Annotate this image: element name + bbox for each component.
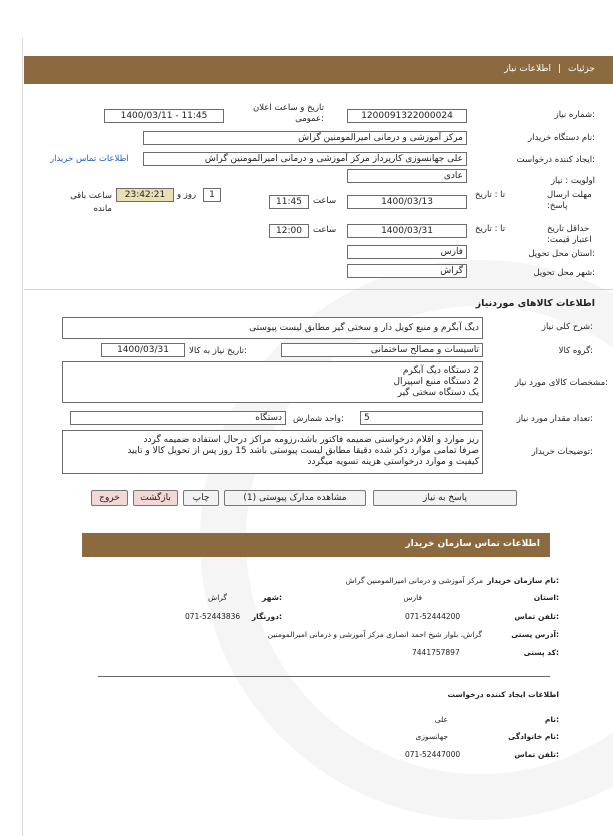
specs-label: مشخصات کالای مورد نیاز:: [514, 378, 608, 388]
price-date-field: 1400/03/31: [347, 224, 467, 238]
attachments-button[interactable]: مشاهده مدارک پیوستی (1): [224, 490, 366, 506]
print-button[interactable]: چاپ: [183, 490, 219, 506]
summary-field: دیگ آبگرم و منبع کویل دار و سختی گیر مطابق لیست پیوستی: [62, 317, 483, 339]
reply-until-label: تا : تاریخ: [475, 190, 506, 200]
contact-fax-value: 071-52443836: [185, 612, 241, 621]
need-date-field: 1400/03/31: [101, 343, 185, 357]
price-until-label: تا : تاریخ: [475, 224, 506, 234]
buyer-contact-link[interactable]: اطلاعات تماس خریدار: [50, 154, 129, 164]
exit-button[interactable]: خروج: [91, 490, 128, 506]
remaining-time-field: 23:42:21: [116, 188, 174, 202]
goods-group-label: گروه کالا:: [558, 346, 593, 356]
buyer-notes-label: توضیحات خریدار:: [531, 447, 593, 457]
notes-line-3: کیفیت و موارد درخواستی هزینه تسویه میگردد: [307, 457, 479, 467]
days-remaining-field: 1: [203, 188, 221, 202]
contact-province-value: فارس: [403, 593, 422, 602]
reply-date-field: 1400/03/13: [347, 195, 467, 209]
province-field: فارس: [347, 245, 467, 259]
price-validity-label: حداقل تاریخ اعتبار قیمت:: [547, 224, 592, 245]
reply-deadline-label: مهلت ارسال پاسخ:: [547, 190, 592, 211]
requester-label: ایجاد کننده درخواست:: [516, 155, 595, 165]
days-label: روز و: [177, 190, 197, 200]
contact-province-label: استان:: [533, 593, 559, 602]
buyer-notes-field: [62, 430, 483, 474]
need-number-label: شماره نیاز:: [554, 110, 595, 120]
priority-label: اولویت : نیاز: [550, 176, 595, 186]
breadcrumb-need-info[interactable]: اطلاعات نیاز: [504, 64, 551, 74]
price-time-field: 12:00: [269, 224, 309, 238]
goods-section-title: اطلاعات کالاهای موردنیاز: [475, 298, 595, 309]
creator-name-label: نام:: [544, 715, 559, 724]
specs-line-3: یک دستگاه سختی گیر: [397, 388, 479, 398]
announce-field: 1400/03/11 - 11:45: [104, 109, 224, 123]
price-time-label: ساعت: [313, 225, 337, 235]
breadcrumb-separator: |: [557, 64, 561, 74]
contact-divider: [98, 676, 550, 677]
notes-line-2: صرفا تمامی موارد ذکر شده دقیقا مطابق لیست پیوستی باشد 15 روز پس از تحویل کالا و تایید: [127, 446, 479, 456]
contact-org-label: نام سازمان خریدار:: [487, 576, 559, 585]
announce-label: تاریخ و ساعت اعلان عمومی:: [252, 103, 324, 124]
city-field: گراش: [347, 264, 467, 278]
creator-phone-value: 071-52447000: [405, 750, 461, 759]
contact-postal-value: 7441757897: [412, 648, 460, 657]
divider: [24, 289, 613, 290]
contact-section-title: اطلاعات تماس سازمان خریدار: [405, 539, 540, 549]
back-button[interactable]: بازگشت: [133, 490, 178, 506]
contact-city-label: شهر:: [262, 593, 282, 602]
need-date-label: تاریخ نیاز به کالا:: [189, 346, 247, 356]
contact-city-value: گراش: [208, 593, 227, 602]
notes-line-1: ریز موارد و اقلام درخواستی ضمیمه فاکتور باشد،رزومه مراکز درحال استفاده ضمیمه گردد: [143, 435, 479, 445]
contact-address-label: آدرس پستی:: [511, 630, 559, 639]
creator-phone-label: تلفن تماس:: [514, 750, 559, 759]
header-bar: [24, 56, 613, 84]
contact-address-value: گراش، بلوار شیخ احمد انصاری مرکز آموزشی و درمانی امیرالمومنین: [267, 630, 482, 639]
contact-phone-label: تلفن تماس:: [514, 612, 559, 621]
requester-field: علی جهانسوزی کارپرداز مرکز آموزشی و درمانی امیرالمومنین گراش: [143, 152, 467, 166]
contact-org-value: مرکز آموزشی و درمانی امیرالمومنین گراش: [345, 576, 483, 585]
creator-family-label: نام خانوادگی:: [508, 732, 559, 741]
priority-field: عادی: [347, 169, 467, 183]
reply-time-label: ساعت: [313, 196, 337, 206]
city-label: شهر محل تحویل:: [533, 268, 595, 278]
contact-postal-label: کد پستی:: [523, 648, 559, 657]
contact-section-header: [82, 533, 550, 557]
need-number-field: 1200091322000024: [347, 109, 467, 123]
reply-button[interactable]: پاسخ به نیاز: [373, 490, 517, 506]
province-label: استان محل تحویل:: [528, 249, 595, 259]
creator-family-value: جهانسوزی: [415, 732, 448, 741]
buyer-org-label: نام دستگاه خریدار:: [528, 133, 595, 143]
breadcrumb-details[interactable]: جزئیات: [568, 64, 595, 74]
specs-line-1: 2 دستگاه دیگ آبگرم: [402, 366, 479, 376]
remaining-label: ساعت باقی مانده: [70, 191, 112, 214]
summary-label: شرح کلی نیاز:: [541, 322, 593, 332]
contact-fax-label: دورنگار:: [251, 612, 282, 621]
qty-label: تعداد مقدار مورد نیاز:: [516, 414, 593, 424]
creator-name-value: علی: [434, 715, 448, 724]
goods-group-field: تاسیسات و مصالح ساختمانی: [281, 343, 483, 357]
qty-field: 5: [360, 411, 483, 425]
contact-phone-value: 071-52444200: [405, 612, 461, 621]
creator-section-title: اطلاعات ایجاد کننده درخواست: [447, 690, 559, 699]
specs-line-2: 2 دستگاه منبع اسپیرال: [393, 377, 479, 387]
buyer-org-field: مرکز آموزشی و درمانی امیرالمومنین گراش: [143, 131, 467, 145]
reply-time-field: 11:45: [269, 195, 309, 209]
unit-label: واحد شمارش:: [293, 414, 344, 424]
unit-field: دستگاه: [70, 411, 286, 425]
specs-field: [62, 361, 483, 403]
